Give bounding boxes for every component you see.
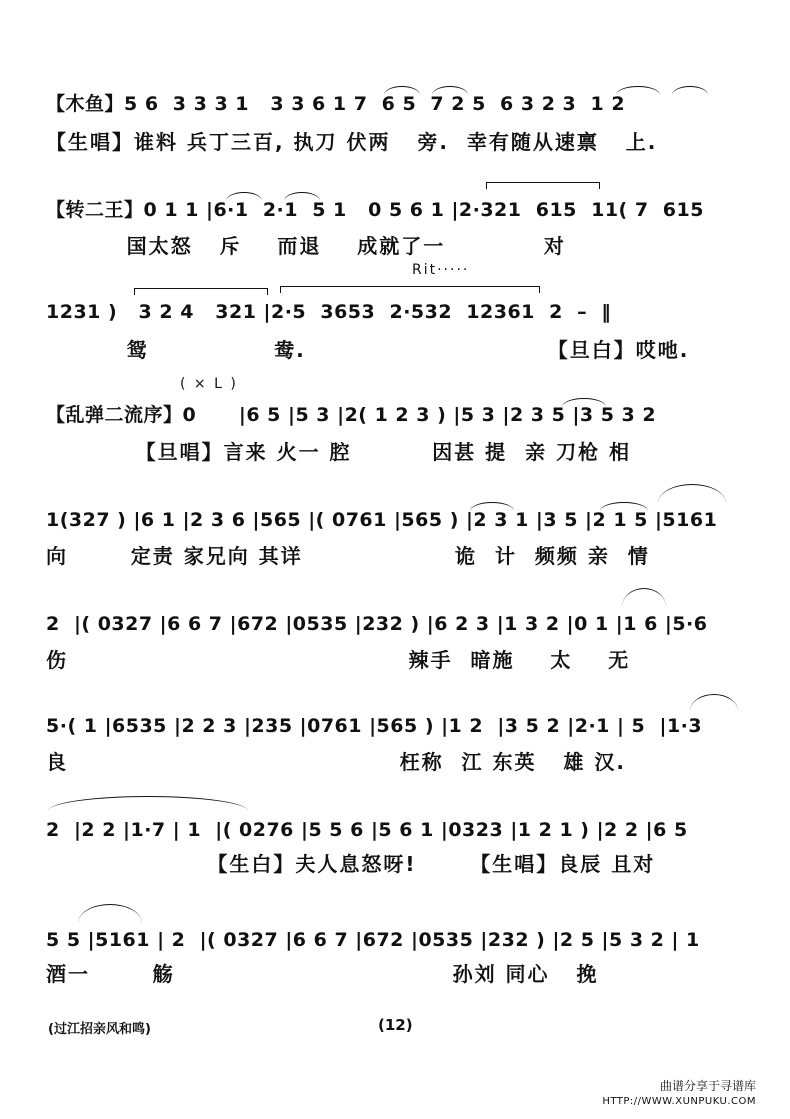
- slur-mark: [562, 398, 606, 407]
- notation-row-4: 【乱弹二流序】0 |6 5 |5 3 |2( 1 2 3 ) |5 3 |2 3 5 |3 5 3 2: [46, 404, 657, 426]
- slur-mark: [384, 86, 420, 95]
- lyric-row-2: 国太怒 斥 而退 成就了一 对: [46, 234, 566, 258]
- phrase-mark: [486, 182, 600, 189]
- lyric-row-1: 【生唱】谁料 兵丁三百, 执刀 伏两 旁. 幸有随从速禀 上.: [46, 130, 658, 154]
- lyric-row-6: 伤 辣手 暗施 太 无: [46, 648, 631, 672]
- slur-mark: [284, 192, 320, 201]
- site-url: HTTP://WWW.XUNPUKU.COM: [602, 1096, 756, 1107]
- slur-mark: [616, 86, 660, 95]
- phrase-mark: [134, 288, 268, 295]
- lyric-row-3: 鸳 鸯. 【旦白】哎吔.: [46, 338, 690, 362]
- slur-mark: [658, 484, 726, 503]
- lyric-row-5: 向 定责 家兄向 其详 诡 计 频频 亲 情: [46, 544, 650, 568]
- lyric-row-9: 酒一 觞 孙刘 同心 挽: [46, 962, 599, 986]
- notation-row-2: 【转二王】0 1 1 |6·1 2·1 5 1 0 5 6 1 |2·321 615 11( 7 615: [46, 199, 704, 221]
- site-name: 曲谱分享于寻谱库: [659, 1079, 756, 1093]
- slur-mark: [690, 694, 738, 711]
- page-number: (12): [378, 1016, 413, 1034]
- slur-mark: [622, 588, 666, 607]
- notation-row-5: 1(327 ) |6 1 |2 3 6 |565 |( 0761 |565 ) |2 3 1 |3 5 |2 1 5 |5161: [46, 509, 718, 531]
- notation-row-6: 2 |( 0327 |6 6 7 |672 |0535 |232 ) |6 2 3 |1 3 2 |0 1 |1 6 |5·6: [46, 613, 708, 635]
- ritardando-mark: Rit·····: [412, 262, 470, 278]
- slur-mark: [78, 904, 142, 923]
- notation-row-9: 5 5 |5161 | 2 |( 0327 |6 6 7 |672 |0535 |232 ) |2 5 |5 3 2 | 1: [46, 929, 700, 951]
- notation-row-7: 5·( 1 |6535 |2 2 3 |235 |0761 |565 ) |1 2 |3 5 2 |2·1 | 5 |1·3: [46, 715, 703, 737]
- notation-row-8: 2 |2 2 |1·7 | 1 |( 0276 |5 5 6 |5 6 1 |0323 |1 2 1 ) |2 2 |6 5: [46, 819, 688, 841]
- lyric-row-8: 【生白】夫人息怒呀! 【生唱】良辰 且对: [46, 852, 656, 876]
- slur-mark: [226, 192, 262, 201]
- notation-row-3: 1231 ) 3 2 4 321 |2·5 3653 2·532 12361 2 – ‖: [46, 301, 612, 323]
- slur-mark: [470, 502, 514, 511]
- tune-name: (过江招亲风和鸣): [48, 1022, 151, 1037]
- percussion-mark: ( × L ): [180, 376, 238, 392]
- slur-mark: [672, 86, 708, 95]
- lyric-row-4: 【旦唱】言来 火一 腔 因甚 提 亲 刀枪 相: [46, 440, 632, 464]
- phrase-mark: [280, 286, 540, 293]
- site-watermark: [602, 1079, 756, 1109]
- lyric-row-7: 良 枉称 江 东英 雄 汉.: [46, 750, 626, 774]
- slur-mark: [48, 796, 248, 811]
- slur-mark: [432, 86, 468, 95]
- notation-row-1: 【木鱼】5 6 3 3 3 1 3 3 6 1 7 6 5 7 2 5 6 3 2 3 1 2: [46, 93, 626, 115]
- slur-mark: [600, 502, 648, 511]
